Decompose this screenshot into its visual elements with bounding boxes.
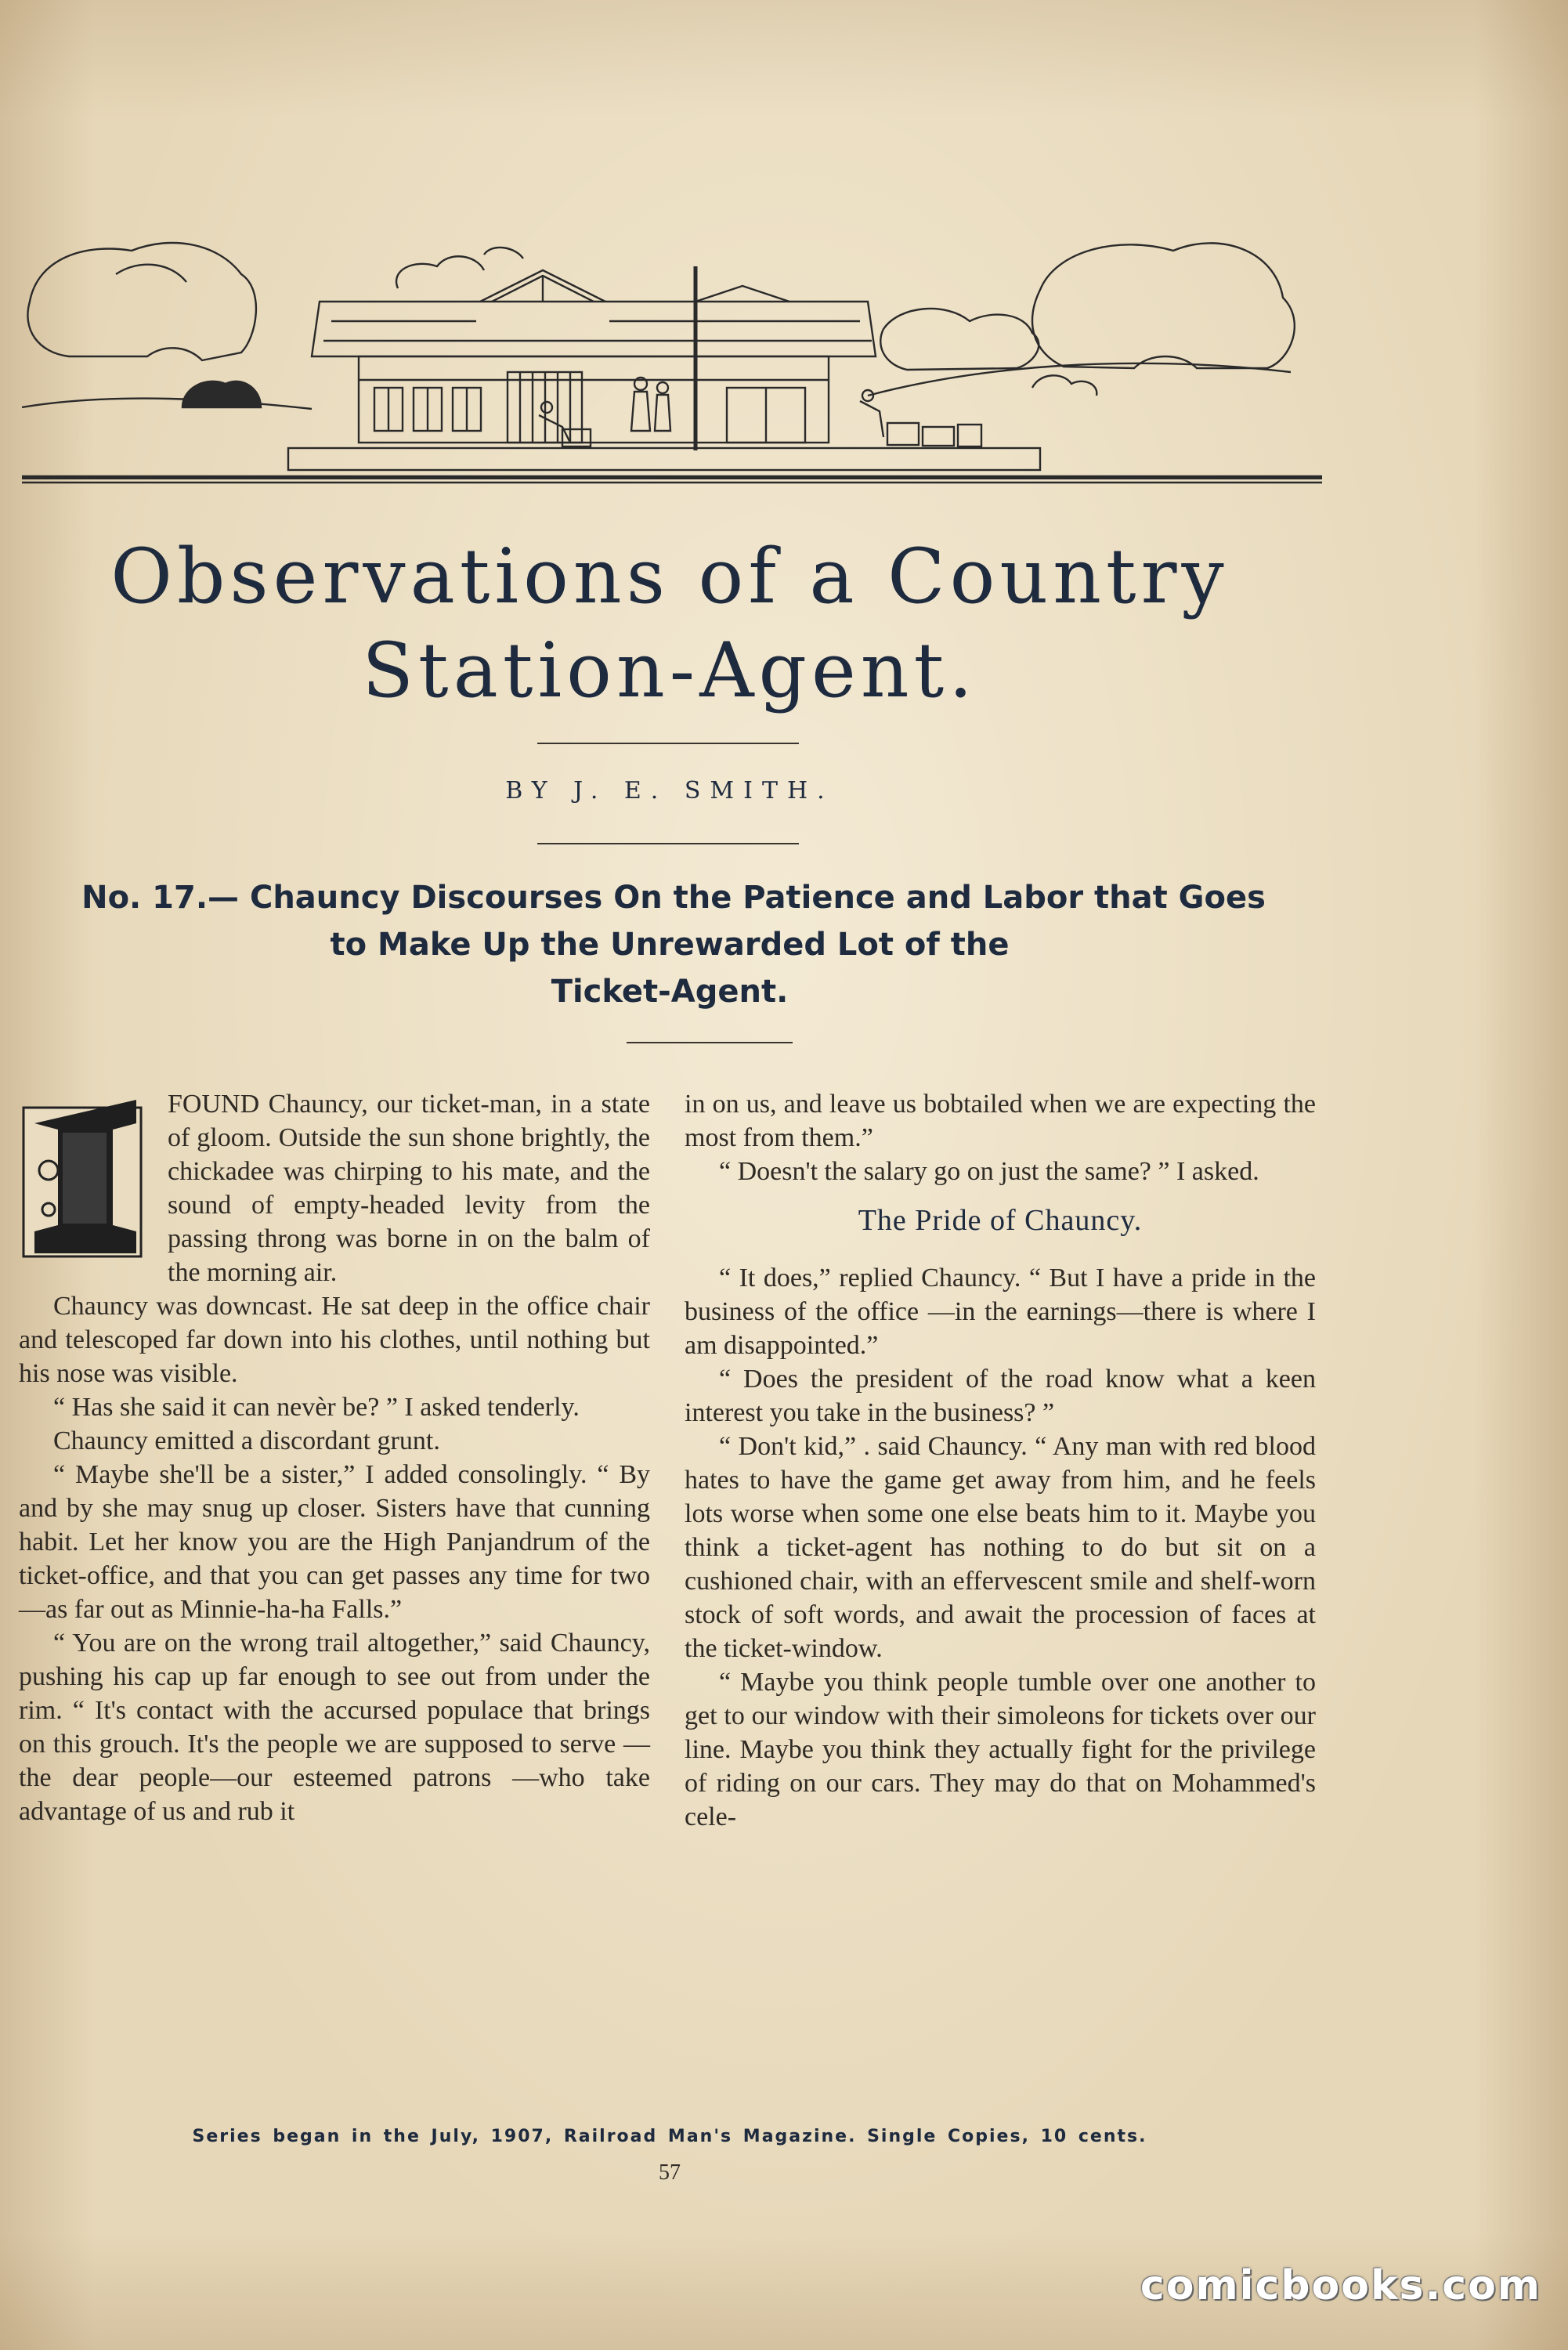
article-title-line-1: Observations of a Country	[110, 533, 1229, 620]
site-watermark: comicbooks.com	[1140, 2262, 1541, 2309]
paragraph: Chauncy was downcast. He sat deep in the office chair and telescoped far down into his clothes, until nothing but his nose was visible.	[19, 1292, 650, 1388]
article-subtitle-line-2: to Make Up the Unrewarded Lot of the	[330, 927, 1010, 963]
paragraph: “ Don't kid,” . said Chauncy. “ Any man with red blood hates to have the game get away from him, and he feels lots worse when some one else beats him to it. Maybe you think a ticket-agent has nothing to do but sit on a cushioned chair, with an effervescent smile and shelf-worn stock of soft words, and await the procession of faces at the ticket-window.	[685, 1432, 1316, 1663]
series-footer-note: Series began in the July, 1907, Railroad Man's Magazine. Single Copies, 10 cents.	[192, 2127, 1147, 2146]
paragraph: “ Maybe she'll be a sister,” I added consolingly. “ By and by she may snug up closer. Sisters have that cunning habit. Let her know you are the High Panjandrum of the ticket-office, and that you can get passes any time for two—as far out as Minnie-ha-ha Falls.”	[19, 1460, 650, 1624]
divider-rule	[537, 743, 799, 744]
station-illustration-icon	[22, 227, 1322, 486]
dropcap-letter-i-icon	[19, 1092, 154, 1260]
paragraph: “ You are on the wrong trail altogether,” said Chauncy, pushing his cap up far enough to see out from under the rim. “ It's contact with the accursed populace that brings on this grouch. It's the people we are supposed to serve —the dear people—our esteemed patrons —who take advantage of us and rub it	[19, 1629, 650, 1826]
paragraph: “ Does the president of the road know what a keen interest you take in the business? ”	[685, 1365, 1316, 1427]
author-byline: BY J. E. SMITH.	[505, 777, 834, 804]
paragraph: “ Doesn't the salary go on just the same? ” I asked.	[719, 1157, 1259, 1186]
article-subtitle-line-1: No. 17.— Chauncy Discourses On the Patience and Labor that Goes	[81, 880, 1266, 916]
page-number: 57	[659, 2160, 681, 2185]
section-heading: The Pride of Chauncy.	[858, 1204, 1143, 1237]
divider-rule	[627, 1042, 793, 1043]
right-column	[685, 1087, 1316, 1834]
divider-rule	[537, 843, 799, 844]
article-title-line-2: Station-Agent.	[362, 627, 977, 714]
paragraph: “ Has she said it can nevèr be? ” I asked tenderly.	[53, 1393, 580, 1422]
paragraph: “ Maybe you think people tumble over one another to get to our window with their simoleons for tickets over our line. Maybe you think they actually fight for the privilege of riding on our cars. They may do that on Mohammed's cele-	[685, 1668, 1316, 1831]
left-column	[19, 1087, 650, 1828]
paragraph: Chauncy emitted a discordant grunt.	[53, 1426, 440, 1455]
paragraph: FOUND Chauncy, our ticket-man, in a state of gloom. Outside the sun shone brightly, the chickadee was chirping to his mate, and the sound of empty-headed levity from the passing throng was borne in on the balm of the morning air.	[168, 1090, 650, 1287]
paragraph: “ It does,” replied Chauncy. “ But I have a pride in the business of the office —in the earnings—there is where I am disappointed.”	[685, 1264, 1316, 1360]
paragraph: in on us, and leave us bobtailed when we are expecting the most from them.”	[685, 1090, 1316, 1152]
article-subtitle-line-3: Ticket-Agent.	[551, 974, 789, 1010]
